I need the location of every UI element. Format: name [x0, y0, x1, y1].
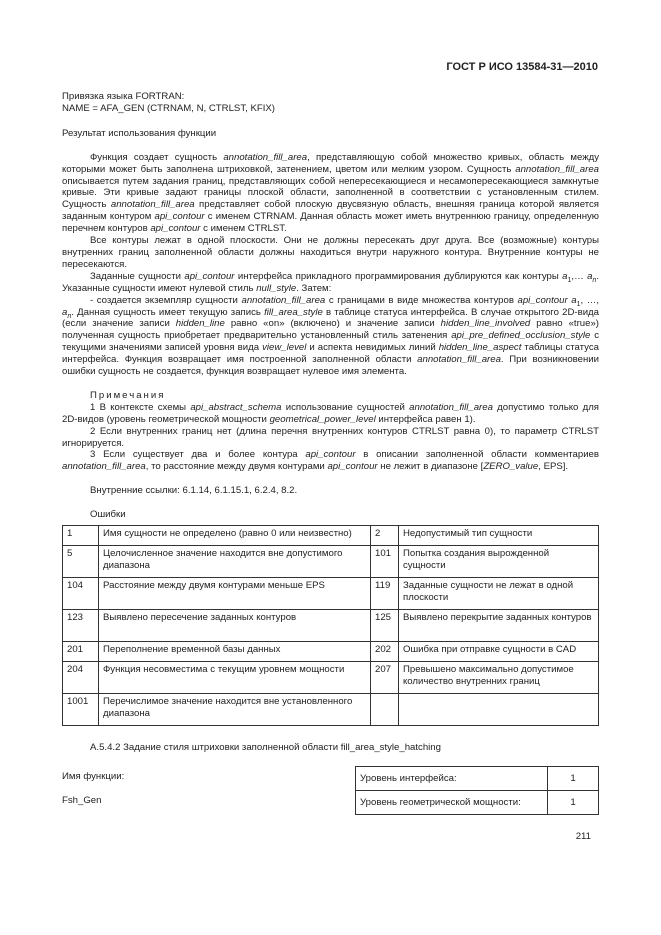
text-run: равно «on» (включено) и значение записи [224, 318, 441, 330]
text-run: описывается путем задания границ, представляющих собой непересекающиеся и несамопересекающиеся замкнутые кривые. Эти кривые задают границы плоской области, заполненной в соответствии с установленным стилем. Сущность [62, 175, 599, 211]
function-name-block [62, 766, 124, 819]
error-code: 204 [63, 662, 99, 694]
binding-code: NAME = AFA_GEN (CTRNAM, N, CTRLST, KFIX) [62, 102, 275, 114]
description-paragraphs [62, 152, 599, 378]
error-code: 202 [371, 642, 399, 662]
error-message: Превышено максимально допустимое количество внутренних границ [399, 662, 599, 694]
paragraph [62, 271, 599, 295]
level-row [356, 791, 599, 815]
term: annotation_fill_area [223, 151, 308, 163]
term: hidden_line [175, 318, 225, 330]
term: api_contour [327, 461, 378, 473]
text-run: . При возникновении ошибки сущность не создается, функция возвращает нулевое имя элемента. [62, 354, 599, 378]
text-run: равно «true») полученная сущность приобретает предварительно установленный стиль затенения [62, 318, 599, 342]
error-message: Переполнение временной базы данных [99, 642, 371, 662]
term: geometrical_power_level [269, 413, 376, 425]
error-message: Функция несовместима с текущим уровнем мощности [99, 662, 371, 694]
text-run: 1 В контексте схемы [90, 401, 191, 413]
term: ZERO_value [483, 461, 539, 473]
document-header: ГОСТ Р ИСО 13584-31—2010 [446, 61, 598, 73]
errors-heading: Ошибки [90, 509, 126, 521]
text-run: допустимо только для 2D-видов (уровень геометрической мощности [62, 401, 599, 425]
error-code: 2 [371, 526, 399, 546]
text-run: таблицы статуса интерфейса. Функция возвращает имя построенной заполненной области [62, 342, 599, 366]
text-run: Заданные сущности [90, 270, 185, 282]
term: a [62, 306, 68, 318]
text-run: интерфейса равен 1). [375, 413, 476, 425]
paragraph [62, 295, 599, 378]
text-run: с текущими значениями записей уровня вида [62, 330, 600, 354]
notes-section [62, 390, 599, 473]
error-code: 1 [63, 526, 99, 546]
error-code: 104 [63, 578, 99, 610]
section-title: A.5.4.2 Задание стиля штриховки заполненной области fill_area_style_hatching [90, 742, 441, 754]
page-number: 211 [575, 830, 591, 842]
term: fill_area_style [264, 306, 323, 318]
term: api_contour [150, 223, 201, 235]
note [62, 426, 599, 450]
error-message: Попытка создания вырожденной сущности [399, 546, 599, 578]
error-code: 1001 [63, 694, 99, 726]
error-code: 5 [63, 546, 99, 578]
level-value: 1 [548, 767, 599, 791]
internal-refs: Внутренние ссылки: 6.1.14, 6.1.15.1, 6.2.4, 8.2. [90, 485, 298, 497]
error-message: Заданные сущности не лежат в одной плоскости [399, 578, 599, 610]
note [62, 402, 599, 426]
text-run: 1 [576, 300, 581, 308]
notes-heading: Примечания [90, 389, 166, 401]
term: annotation_fill_area [409, 401, 493, 413]
error-message: Перечислимое значение находится вне установленного диапазона [99, 694, 371, 726]
error-row [63, 662, 599, 694]
error-code: 119 [371, 578, 399, 610]
term: a [571, 294, 577, 306]
level-row [356, 767, 599, 791]
binding-label: Привязка языка FORTRAN: [62, 91, 185, 102]
paragraph [62, 235, 599, 271]
fortran-binding [62, 91, 599, 115]
error-row [63, 578, 599, 610]
text-run: и аспекта невидимых линий [306, 342, 439, 354]
error-code [371, 694, 399, 726]
function-name: Fsh_Gen [62, 794, 102, 806]
text-run: с именем CTRLST. [200, 223, 287, 235]
text-run: ,… [571, 270, 588, 282]
term: hidden_line_involved [440, 318, 531, 330]
text-run: Функция создает сущность [90, 151, 224, 163]
text-run: , представляющую собой множество кривых, область между которыми может быть заполнена штриховкой, затенением, цветом или мелким узором. Сущность [62, 151, 600, 175]
term: annotation_fill_area [417, 354, 501, 366]
term: n [592, 276, 597, 284]
text-run: Все контуры лежат в одной плоскости. Они не должны пересекать друг друга. Все (возможные) контуры внутренних границ заполненной области должны находиться внутри наружного контура. Внутренние контуры не пересекаются. [62, 235, 599, 270]
text-run: использование сущностей [281, 401, 410, 413]
text-run: не лежит в диапазоне [ [377, 461, 484, 473]
text-run: - создается экземпляр сущности [90, 294, 242, 306]
term: api_abstract_schema [190, 401, 282, 413]
text-run: 3 Если существует два и более контура [90, 449, 306, 461]
document-body [62, 91, 599, 873]
term: annotation_fill_area [62, 461, 146, 473]
text-run: , EPS]. [538, 461, 569, 473]
level-label: Уровень геометрической мощности: [356, 791, 548, 815]
note [62, 449, 599, 473]
text-run: в таблице статуса интерфейса. В случае открытого 2D-вида (если значение записи [62, 306, 599, 330]
error-message [399, 694, 599, 726]
term: annotation_fill_area [515, 163, 599, 175]
error-code: 123 [63, 610, 99, 642]
term: api_contour [517, 294, 568, 306]
text-run: с именем CTRNAM. Данная область может иметь внутреннюю границу, определенную перечнем контуров [62, 211, 599, 235]
term: api_contour [154, 211, 205, 223]
function-info [62, 766, 599, 819]
text-run: . Данная сущность имеет текущую запись [71, 306, 265, 318]
level-value: 1 [548, 791, 599, 815]
paragraph [62, 152, 599, 235]
error-row [63, 610, 599, 642]
text-run: , то расстояние между двумя контурами [145, 461, 328, 473]
term: hidden_line_aspect [438, 342, 522, 354]
term: annotation_fill_area [110, 199, 195, 211]
text-run: . Затем: [296, 282, 332, 294]
error-message: Выявлено перекрытие заданных контуров [399, 610, 599, 642]
text-run: 1 [567, 276, 572, 284]
term: null_style [256, 282, 297, 294]
term: n [67, 312, 72, 320]
error-code: 101 [371, 546, 399, 578]
text-run: 2 Если внутренних границ нет (длина перечня внутренних контуров CTRLST равна 0), то параметр CTRLST игнорируется. [62, 425, 599, 449]
notes-list [62, 402, 599, 473]
levels-table [355, 766, 599, 815]
error-code: 207 [371, 662, 399, 694]
error-message: Целочисленное значение находится вне допустимого диапазона [99, 546, 371, 578]
text-run: интерфейса прикладного программирования дублируются как контуры [234, 270, 563, 282]
result-heading: Результат использования функции [62, 127, 217, 139]
level-label: Уровень интерфейса: [356, 767, 548, 791]
text-run: , …, [580, 294, 600, 306]
term: view_level [262, 342, 307, 354]
term: a [562, 270, 568, 282]
error-message: Ошибка при отправке сущности в CAD [399, 642, 599, 662]
text-run: в описании заполненной области комментариев [355, 449, 599, 461]
text-run: представляет собой плоскую двусвязную область, внешняя граница которой является заданным контуром [62, 199, 600, 223]
error-message: Имя сущности не определено (равно 0 или неизвестно) [99, 526, 371, 546]
error-row [63, 642, 599, 662]
error-row [63, 694, 599, 726]
term: annotation_fill_area [241, 294, 326, 306]
term: api_contour [184, 270, 235, 282]
text-run: с границами в виде множества контуров [325, 294, 518, 306]
function-name-label: Имя функции: [62, 771, 125, 782]
errors-table [62, 525, 599, 726]
term: a [587, 270, 593, 282]
error-code: 201 [63, 642, 99, 662]
error-message: Расстояние между двумя контурами меньше EPS [99, 578, 371, 610]
term: api_contour [305, 449, 356, 461]
error-message: Выявлено пересечение заданных контуров [99, 610, 371, 642]
term: api_pre_defined_occlusion_style [451, 330, 591, 342]
error-row [63, 526, 599, 546]
error-code: 125 [371, 610, 399, 642]
error-row [63, 546, 599, 578]
text-run: . Указанные сущности имеют нулевой стиль [62, 270, 599, 294]
error-message: Недопустимый тип сущности [399, 526, 599, 546]
